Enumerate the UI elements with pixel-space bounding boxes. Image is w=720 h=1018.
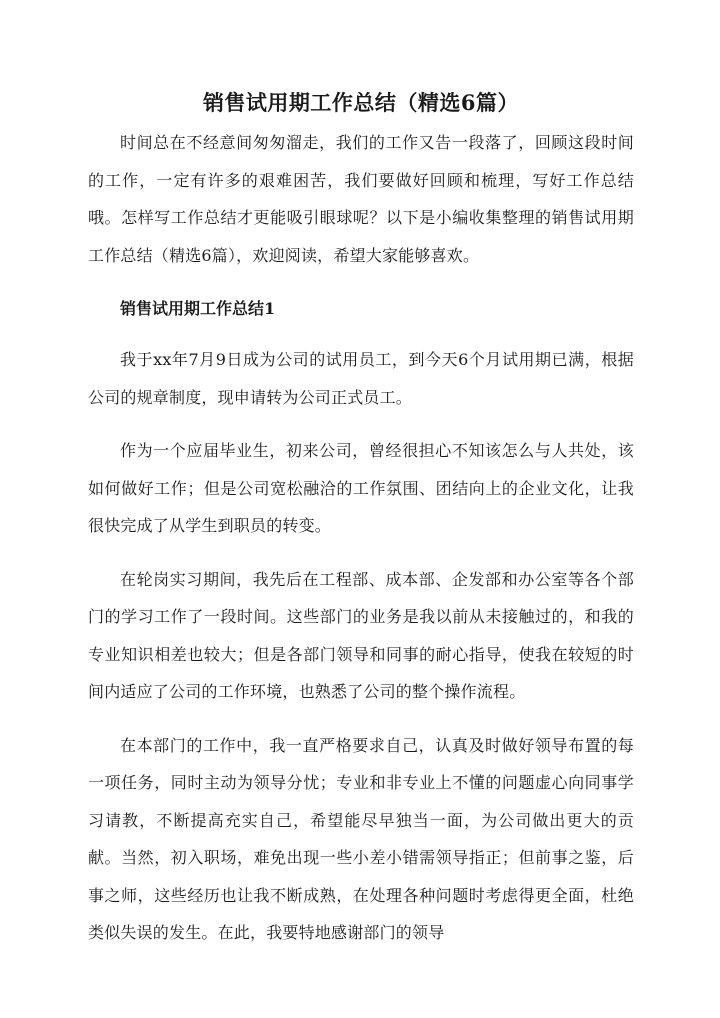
body-paragraph-1: 我于xx年7月9日成为公司的试用员工，到今天6个月试用期已满，根据公司的规章制度，现申请转为公司正式员工。 <box>88 350 634 407</box>
body-paragraph-2: 作为一个应届毕业生，初来公司，曾经很担心不知该怎么与人共处，该如何做好工作；但是公司宽松融洽的工作氛围、团结向上的企业文化，让我很快完成了从学生到职员的转变。 <box>88 441 634 535</box>
intro-paragraph: 时间总在不经意间匆匆溜走，我们的工作又告一段落了，回顾这段时间的工作，一定有许多的艰难困苦，我们要做好回顾和梳理，写好工作总结哦。怎样写工作总结才更能吸引眼球呢？以下是小编收集整理的销售试用期工作总结（精选6篇），欢迎阅读，希望大家能够喜欢。 <box>88 133 634 265</box>
body-paragraph-4: 在本部门的工作中，我一直严格要求自己，认真及时做好领导布置的每一项任务，同时主动为领导分忧；专业和非专业上不懂的问题虚心向同事学习请教，不断提高充实自己，希望能尽早独当一面，为公司做出更大的贡献。当然，初入职场，难免出现一些小差小错需领导指正；但前事之鉴，后事之师，这些经历也让我不断成熟，在处理各种问题时考虑得更全面，杜绝类似失误的发生。在此，我要特地感谢部门的领导 <box>88 735 634 942</box>
document-title: 销售试用期工作总结（精选6篇） <box>202 90 520 115</box>
body-paragraph-3: 在轮岗实习期间，我先后在工程部、成本部、企发部和办公室等各个部门的学习工作了一段时间。这些部门的业务是我以前从未接触过的，和我的专业知识相差也较大；但是各部门领导和同事的耐心指导，使我在较短的时间内适应了公司的工作环境，也熟悉了公司的整个操作流程。 <box>88 569 634 701</box>
section-heading: 销售试用期工作总结1 <box>120 299 276 318</box>
document-body <box>88 86 634 968</box>
